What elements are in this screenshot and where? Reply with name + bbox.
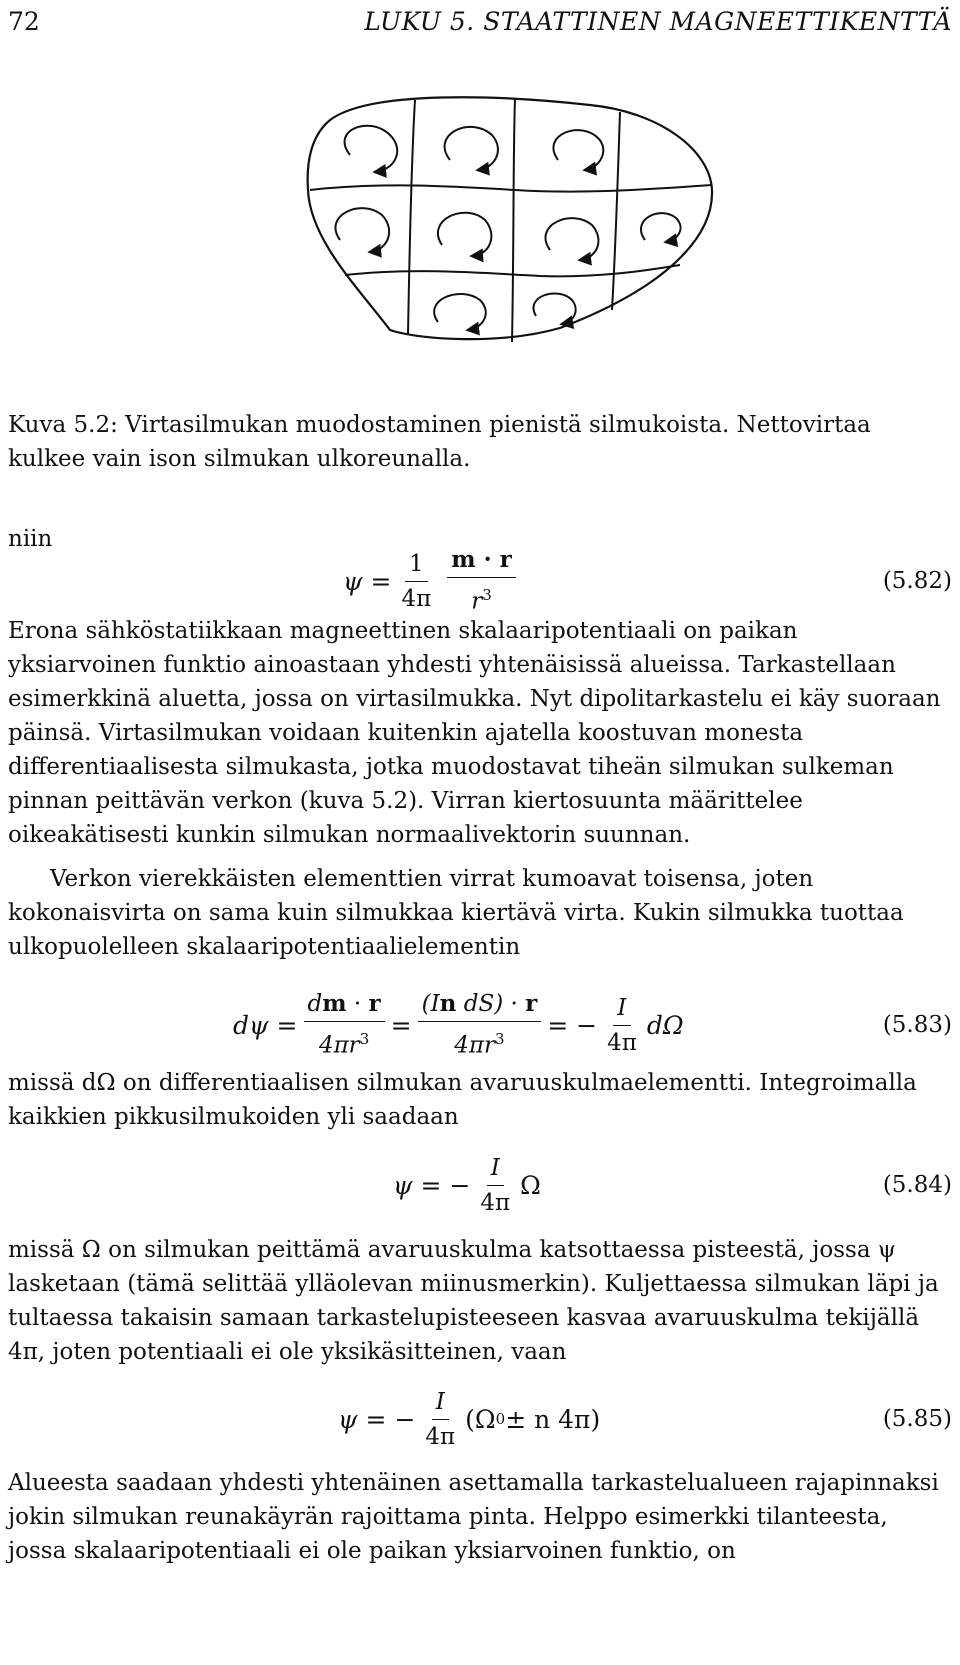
page-header	[8, 4, 952, 40]
eq84-frac-numerator: I	[487, 1153, 504, 1186]
eq85-tail-sub: 0	[495, 1410, 506, 1428]
eq83-frac2-num-b: dS) ·	[456, 991, 526, 1018]
paragraph-1-text: niin	[8, 526, 53, 552]
eq83-frac1-num-dot: ·	[346, 991, 369, 1018]
eq83-fraction-2	[418, 989, 542, 1061]
eq85-frac-denominator: 4π	[425, 1423, 456, 1450]
eq83-frac1-den-exponent: 3	[359, 1030, 370, 1049]
eq83-frac1-num-r: r	[368, 990, 381, 1018]
eq83-frac3-denominator: 4π	[607, 1029, 637, 1056]
eq83-tail: dΩ	[646, 1010, 684, 1040]
eq83-lhs: dψ =	[233, 1010, 298, 1040]
eq83-frac2-num-n: n	[439, 990, 457, 1018]
equation-5-84	[8, 1150, 952, 1220]
paragraph-5	[8, 1233, 952, 1369]
figure-loop-mesh	[300, 90, 720, 360]
eq83-frac3-numerator: I	[613, 993, 630, 1026]
eq82-number: (5.82)	[882, 568, 952, 594]
paragraph-3	[8, 862, 952, 964]
eq83-frac1-num-d: d	[307, 991, 323, 1018]
small-loops	[335, 126, 680, 330]
paragraph-5-text: missä Ω on silmukan peittämä avaruuskulma katsottaessa pisteestä, jossa ψ lasketaan (tämä selittää ylläolevan miinusmerkin). Kuljettaessa silmukan läpi ja tultaessa takaisin samaan tarkastelupisteeseen kasvaa avaruuskulma tekijällä 4π, joten potentiaali ei ole yksikäsitteinen, vaan	[8, 1237, 939, 1365]
eq85-number: (5.85)	[882, 1406, 952, 1432]
eq82-frac2-denominator	[467, 578, 496, 617]
paragraph-6	[8, 1466, 952, 1568]
paragraph-3-text: Verkon vierekkäisten elementtien virrat kumoavat toisensa, joten kokonaisvirta on sama kuin silmukkaa kiertävä virta. Kukin silmukka tuottaa ulkopuolelleen skalaaripotentiaalielementin	[8, 866, 904, 960]
figure-caption	[8, 408, 952, 476]
eq82-frac2-numerator: m · r	[447, 545, 515, 578]
paragraph-2-text: Erona sähköstatiikkaan magneettinen skalaaripotentiaali on paikan yksiarvoinen funktio ainoastaan yhdesti yhtenäisissä alueissa. Tarkastellaan esimerkkinä aluetta, jossa on virtasilmukka. Nyt dipolitarkastelu ei käy suoraan päinsä. Virtasilmukan voidaan kuitenkin ajatella koostuvan monesta differentiaalisesta silmukasta, jotka muodostavat tiheän silmukan sulkeman pinnan peittävän verkon (kuva 5.2). Virran kiertosuunta määrittelee oikeakätisesti kunkin silmukan normaalivektorin suunnan.	[8, 618, 941, 848]
eq83-frac2-denominator	[450, 1022, 508, 1061]
eq83-number: (5.83)	[882, 1012, 952, 1038]
running-title: LUKU 5. STAATTINEN MAGNEETTIKENTTÄ	[364, 7, 952, 36]
eq82-fraction-1	[398, 549, 436, 614]
eq85-fraction	[421, 1387, 459, 1452]
eq82-frac1-denominator: 4π	[401, 585, 432, 612]
eq84-tail: Ω	[520, 1170, 541, 1200]
paragraph-6-text: Alueesta saadaan yhdesti yhtenäinen asettamalla tarkastelualueen rajapinnaksi jokin silmukan reunakäyrän rajoittama pinta. Helppo esimerkki tilanteesta, jossa skalaaripotentiaali ei ole paikan yksiarvoinen funktio, on	[8, 1470, 939, 1564]
eq83-frac1-numerator	[304, 989, 385, 1022]
figure-caption-text: Kuva 5.2: Virtasilmukan muodostaminen pienistä silmukoista. Nettovirtaa kulkee vain ison silmukan ulkoreunalla.	[8, 412, 871, 472]
eq83-frac1-num-m: m	[322, 990, 347, 1018]
eq84-fraction	[476, 1153, 514, 1218]
eq83-fraction-1	[304, 989, 385, 1061]
eq85-frac-numerator: I	[432, 1387, 449, 1420]
eq83-frac2-den-base: 4πr	[454, 1032, 496, 1059]
eq83-frac2-num-r: r	[525, 990, 538, 1018]
eq84-frac-denominator: 4π	[480, 1189, 511, 1216]
outer-loop-boundary	[308, 97, 712, 339]
equation-5-83	[8, 990, 952, 1060]
equation-5-82	[8, 546, 952, 616]
eq82-frac2-den-exponent: 3	[482, 586, 492, 605]
eq85-tail-b: ± n 4π)	[505, 1404, 601, 1434]
eq83-frac1-den-base: 4πr	[318, 1032, 360, 1059]
eq84-number: (5.84)	[882, 1172, 952, 1198]
eq83-equals-3: = −	[547, 1010, 598, 1040]
eq84-lhs: ψ = −	[393, 1170, 471, 1200]
paragraph-4-text: missä dΩ on differentiaalisen silmukan avaruuskulmaelementti. Integroimalla kaikkien pikkusilmukoiden yli saadaan	[8, 1070, 917, 1130]
eq82-lhs: ψ =	[343, 566, 392, 596]
paragraph-4	[8, 1066, 952, 1134]
eq83-frac2-numerator	[418, 989, 542, 1022]
eq83-equals-2: =	[390, 1010, 412, 1040]
eq82-fraction-2	[447, 545, 515, 617]
eq82-frac2-den-base: r	[471, 588, 483, 615]
eq85-lhs: ψ = −	[338, 1404, 416, 1434]
paragraph-2	[8, 614, 952, 852]
eq85-tail-a: (Ω	[465, 1404, 496, 1434]
equation-5-85	[8, 1384, 952, 1454]
eq83-frac1-denominator	[315, 1022, 373, 1061]
eq82-frac1-numerator: 1	[405, 549, 428, 582]
eq83-fraction-3	[603, 993, 641, 1058]
eq83-frac2-num-a: (I	[421, 991, 440, 1018]
eq83-frac2-den-exponent: 3	[495, 1030, 505, 1049]
page-number: 72	[8, 7, 40, 36]
